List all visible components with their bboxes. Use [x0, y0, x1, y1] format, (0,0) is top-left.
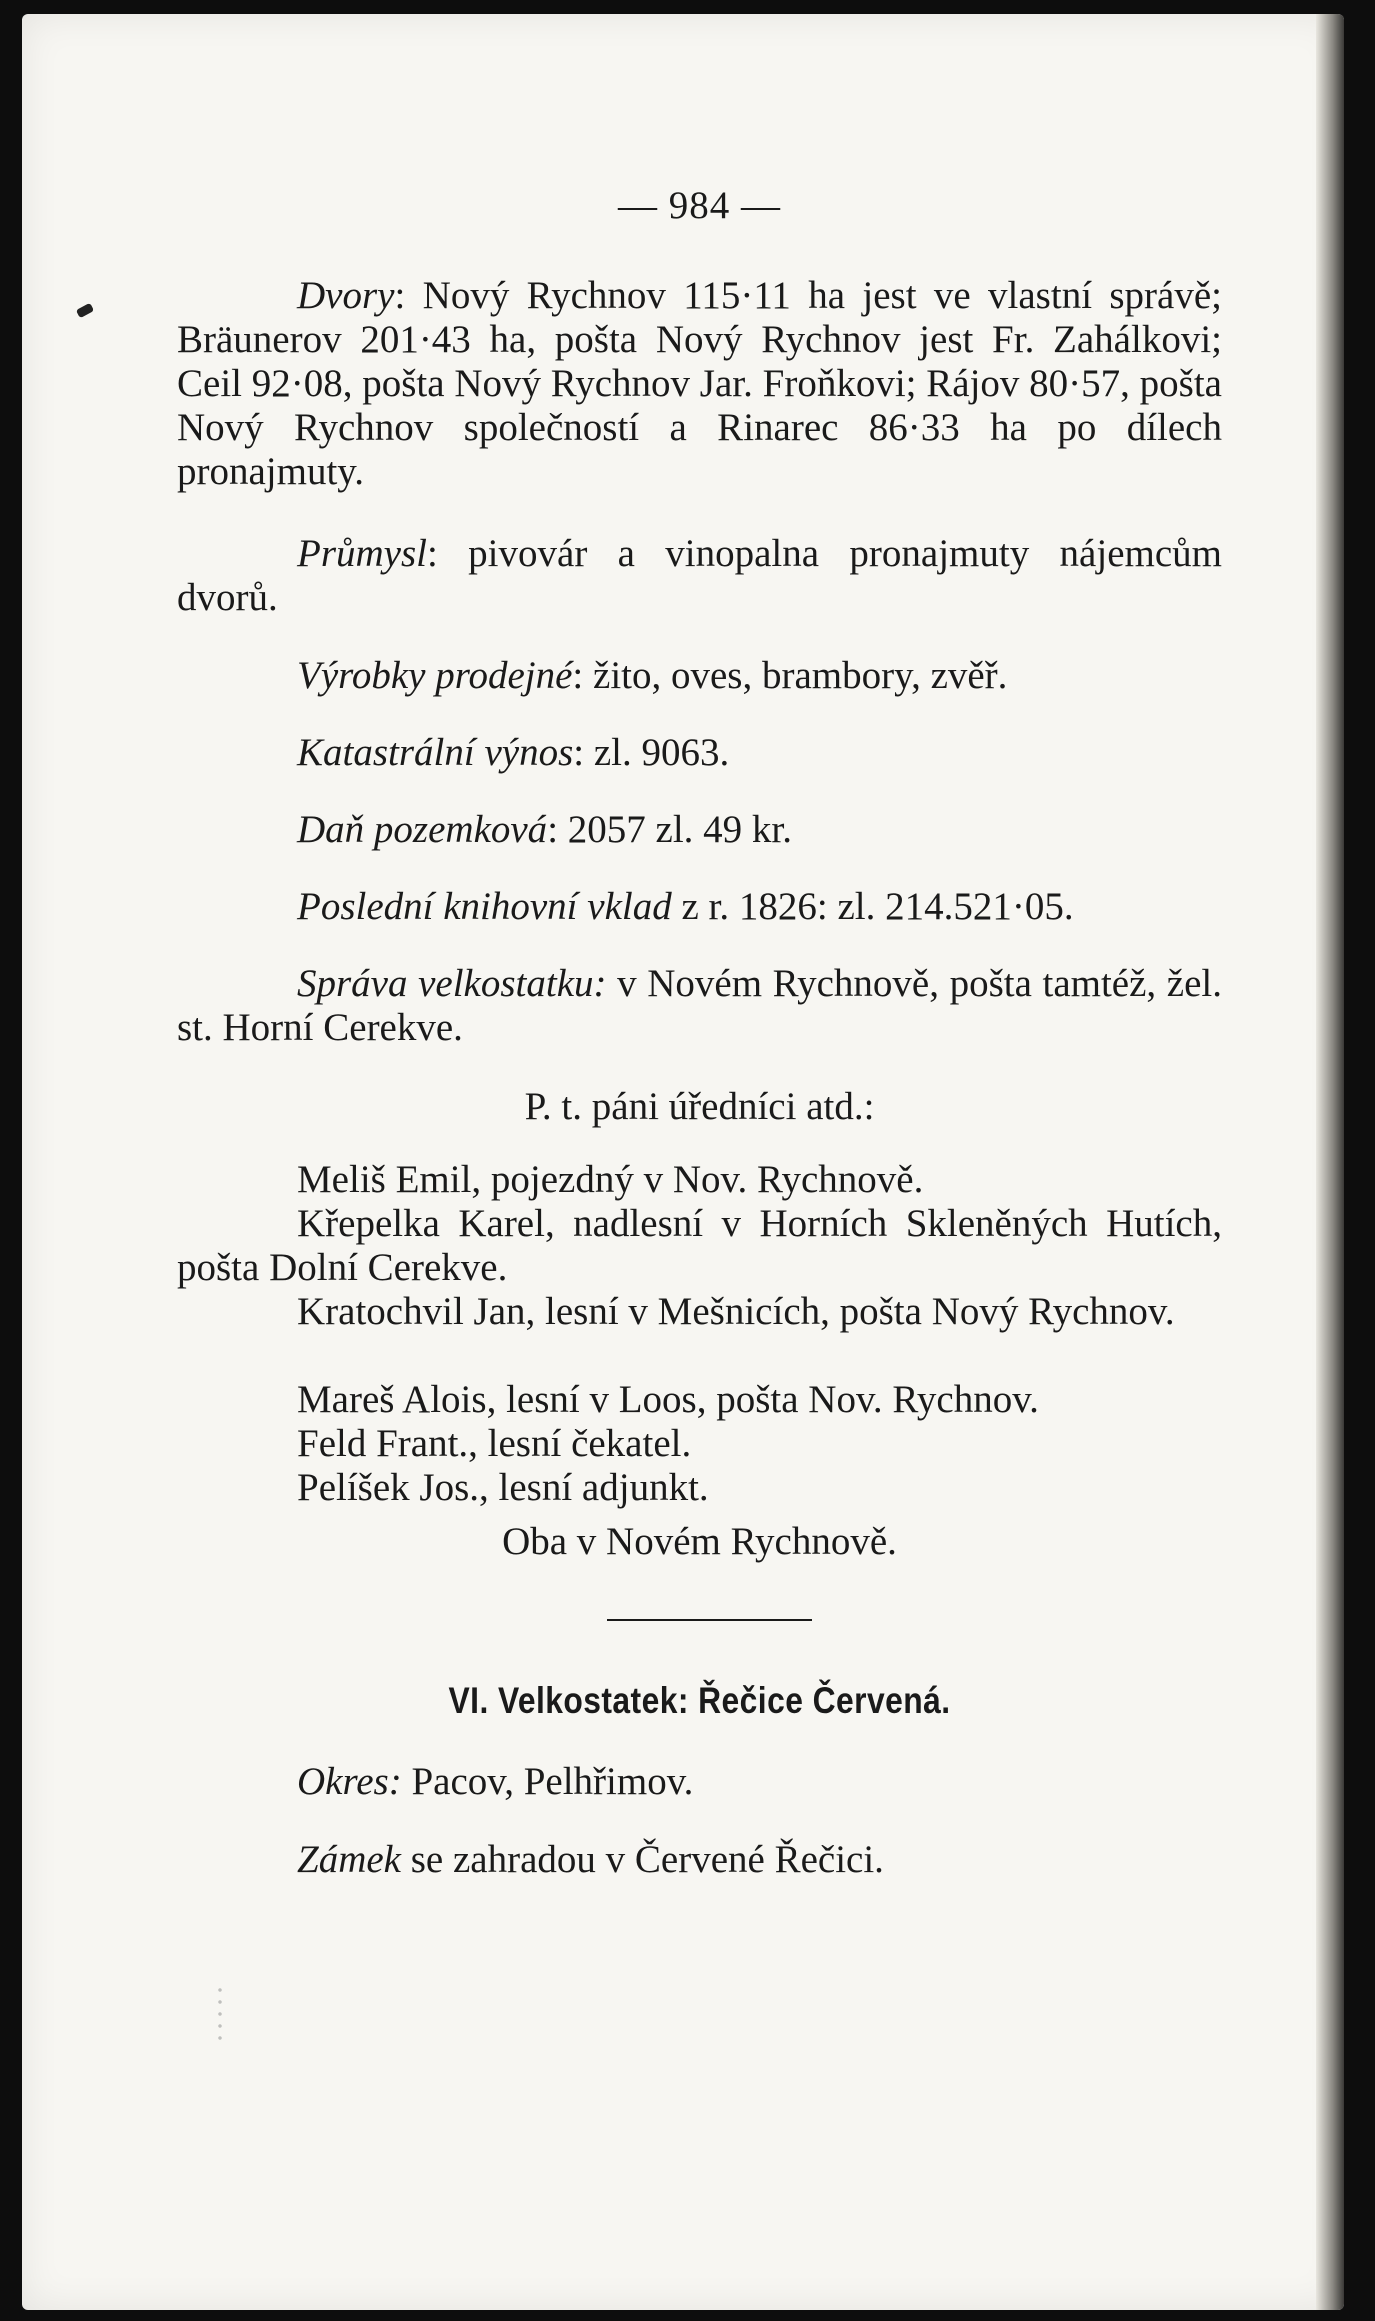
- page-binding-edge: [1316, 14, 1344, 2310]
- paragraph-okres: [177, 1760, 1222, 1804]
- official-entry: Feld Frant., lesní čekatel.: [297, 1422, 692, 1465]
- paragraph-dvory: [177, 274, 1222, 494]
- label-vyrobky: Výrobky prodejné: [297, 654, 573, 697]
- label-sprava: Správa velkostatku:: [297, 962, 607, 1005]
- page-number: — 984 —: [618, 184, 781, 227]
- official-entry: Mareš Alois, lesní v Loos, pošta Nov. Rychnov.: [297, 1378, 1039, 1421]
- official-entry: Pelíšek Jos., lesní adjunkt.: [297, 1466, 709, 1509]
- officials-footer: Oba v Novém Rychnově.: [502, 1520, 897, 1563]
- ink-mark: [76, 303, 94, 318]
- section-divider: [607, 1619, 812, 1621]
- margin-specks: [217, 1984, 223, 2044]
- official-entry: Křepelka Karel, nadlesní v Horních Skleněných Hutích, pošta Dolní Cerekve.: [177, 1202, 1222, 1289]
- paragraph-vyrobky: [177, 654, 1222, 698]
- text-zamek: se zahradou v Červené Řečici.: [400, 1838, 884, 1881]
- text-dan: : 2057 zl. 49 kr.: [547, 808, 793, 851]
- text-okres: Pacov, Pelhřimov.: [401, 1760, 694, 1803]
- paragraph-dan: [177, 808, 1222, 852]
- official-entry: Meliš Emil, pojezdný v Nov. Rychnově.: [297, 1158, 924, 1201]
- text-dvory: : Nový Rychnov 115·11 ha jest ve vlastní správě; Bräunerov 201·43 ha, pošta Nový Rychnov jest Fr. Zahálkovi; Ceil 92·08, pošta Nový Rychnov Jar. Froňkovi; Rájov 80·57, pošta Nový Rychnov společností a Rinarec 86·33 ha po dílech pronajmuty.: [177, 274, 1222, 493]
- label-prumysl: Průmysl: [297, 532, 427, 575]
- label-okres: Okres:: [297, 1760, 402, 1803]
- officials-heading: P. t. páni úředníci atd.:: [524, 1085, 875, 1128]
- label-katastr: Katastrální výnos: [297, 731, 574, 774]
- label-vklad: Poslední knihovní vklad: [297, 885, 672, 928]
- text-katastr: : zl. 9063.: [573, 731, 730, 774]
- paragraph-vklad: [177, 885, 1222, 929]
- book-page: [22, 14, 1344, 2310]
- text-sprava: v Novém Rychnově, pošta tamtéž, žel. st. Horní Cerekve.: [177, 962, 1222, 1049]
- paragraph-katastr: [177, 731, 1222, 775]
- label-dvory: Dvory: [297, 274, 395, 317]
- text-vklad: z r. 1826: zl. 214.521·05.: [671, 885, 1074, 928]
- paragraph-sprava: [177, 962, 1222, 1050]
- label-dan: Daň pozemková: [297, 808, 548, 851]
- text-vyrobky: : žito, oves, brambory, zvěř.: [572, 654, 1008, 697]
- text-prumysl: : pivovár a vinopalna pronajmuty nájemcům dvorů.: [177, 532, 1222, 619]
- paragraph-zamek: [177, 1838, 1222, 1882]
- paragraph-prumysl: [177, 532, 1222, 620]
- section-heading: VI. Velkostatek: Řečice Červená.: [448, 1680, 951, 1721]
- label-zamek: Zámek: [297, 1838, 401, 1881]
- official-entry: Kratochvil Jan, lesní v Mešnicích, pošta Nový Rychnov.: [297, 1290, 1175, 1333]
